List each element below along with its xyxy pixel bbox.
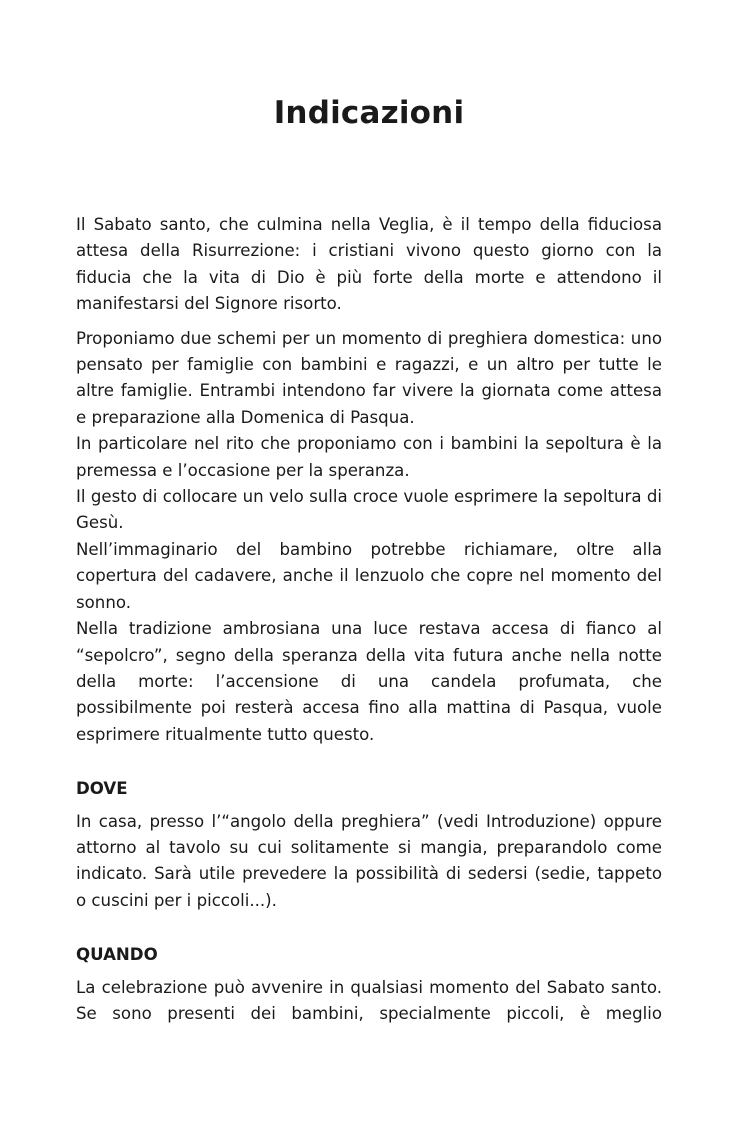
intro-paragraph-1: Il Sabato santo, che culmina nella Veglia, è il tempo della fiduciosa attesa della Risurrezione: i cristiani vivono questo giorno con la fiducia che la vita di Dio è più forte della morte e attendono il manifestarsi del Signore risorto. — [76, 215, 662, 314]
intro-paragraph-6: Nella tradizione ambrosiana una luce restava accesa di fianco al “sepolcro”, segno della speranza della vita futura anche nella notte della morte: l’accensione di una candela profumata, che possibilmente poi resterà accesa fino alla mattina di Pasqua, vuole esprimere ritualmente tutto questo. — [76, 619, 662, 744]
section-heading-dove: DOVE — [76, 779, 128, 799]
page-title: Indicazioni — [273, 95, 465, 131]
intro-paragraph-5: Nell’immaginario del bambino potrebbe richiamare, oltre alla copertura del cadavere, anche il lenzuolo che copre nel momento del sonno. — [76, 539, 662, 612]
quando-paragraph: La celebrazione può avvenire in qualsiasi momento del Sabato santo. Se sono presenti dei bambini, specialmente piccoli, è meglio — [76, 977, 662, 1023]
intro-paragraph-2: Proponiamo due schemi per un momento di preghiera domestica: uno pensato per famiglie con bambini e ragazzi, e un altro per tutte le altre famiglie. Entrambi intendono far vivere la giornata come attesa e preparazione alla Domenica di Pasqua. — [76, 328, 662, 427]
intro-paragraph-4: Il gesto di collocare un velo sulla croce vuole esprimere la sepoltura di Gesù. — [76, 487, 662, 533]
dove-paragraph: In casa, presso l’“angolo della preghiera” (vedi Introduzione) oppure attorno al tavolo su cui solitamente si mangia, preparandolo come indicato. Sarà utile prevedere la possibilità di sedersi (sedie, tappeto o cuscini per i piccoli...). — [76, 811, 662, 910]
intro-paragraph-3: In particolare nel rito che proponiamo con i bambini la sepoltura è la premessa e l’occasione per la speranza. — [76, 434, 662, 480]
body-text — [76, 212, 662, 1027]
section-heading-quando: QUANDO — [76, 945, 158, 965]
